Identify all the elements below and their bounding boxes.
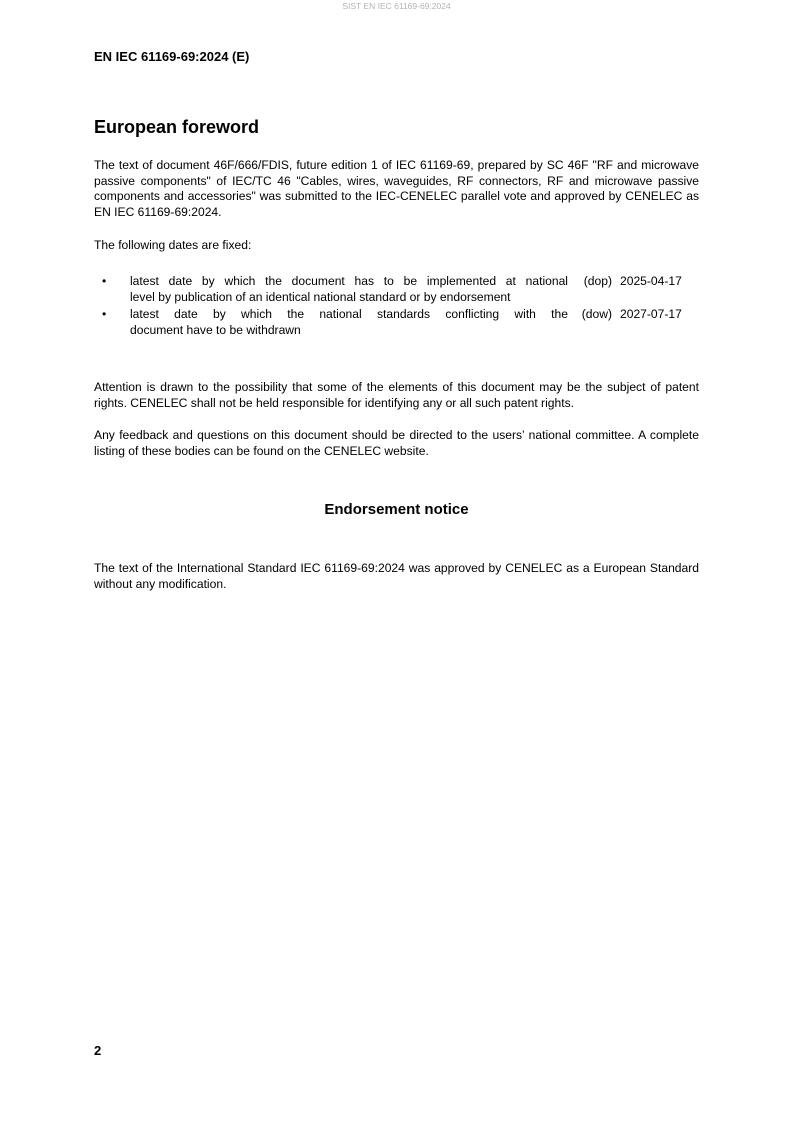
dates-list	[94, 274, 699, 340]
bullet: •	[102, 307, 107, 321]
date-code: (dow)	[581, 307, 612, 321]
date-row-dow	[94, 307, 699, 338]
dates-intro: The following dates are fixed:	[94, 238, 252, 252]
page-number: 2	[94, 1043, 102, 1058]
watermark: SIST EN IEC 61169-69:2024	[342, 1, 451, 11]
date-value: 2025-04-17	[620, 274, 682, 288]
date-description-line1: latest date by which the national standards conflicting with the	[130, 307, 568, 321]
date-code: (dop)	[583, 274, 612, 288]
patent-notice-paragraph: Attention is drawn to the possibility that some of the elements of this document may be the subject of patent rights. CENELEC shall not be held responsible for identifying any or all such patent rights.	[94, 380, 699, 410]
foreword-intro-paragraph: The text of document 46F/666/FDIS, future edition 1 of IEC 61169-69, prepared by SC 46F "RF and microwave passive components" of IEC/TC 46 "Cables, wires, waveguides, RF connectors, RF and microwave passive components and accessories" was submitted to the IEC-CENELEC parallel vote and approved by CENELEC as EN IEC 61169-69:2024.	[94, 158, 699, 219]
date-description-line2: level by publication of an identical national standard or by endorsement	[130, 289, 511, 304]
date-description-line1: latest date by which the document has to be implemented at national	[130, 274, 568, 288]
date-description	[130, 274, 568, 305]
date-description	[130, 307, 568, 338]
endorsement-title: Endorsement notice	[324, 501, 469, 518]
foreword-title: European foreword	[94, 117, 260, 137]
bullet: •	[102, 274, 107, 288]
date-value: 2027-07-17	[620, 307, 682, 321]
document-id: EN IEC 61169-69:2024 (E)	[94, 49, 250, 64]
date-description-line2: document have to be withdrawn	[130, 322, 301, 337]
feedback-paragraph: Any feedback and questions on this document should be directed to the users’ national committee. A complete listing of these bodies can be found on the CENELEC website.	[94, 428, 699, 458]
date-row-dop	[94, 274, 699, 305]
endorsement-paragraph: The text of the International Standard IEC 61169-69:2024 was approved by CENELEC as a European Standard without any modification.	[94, 561, 699, 591]
